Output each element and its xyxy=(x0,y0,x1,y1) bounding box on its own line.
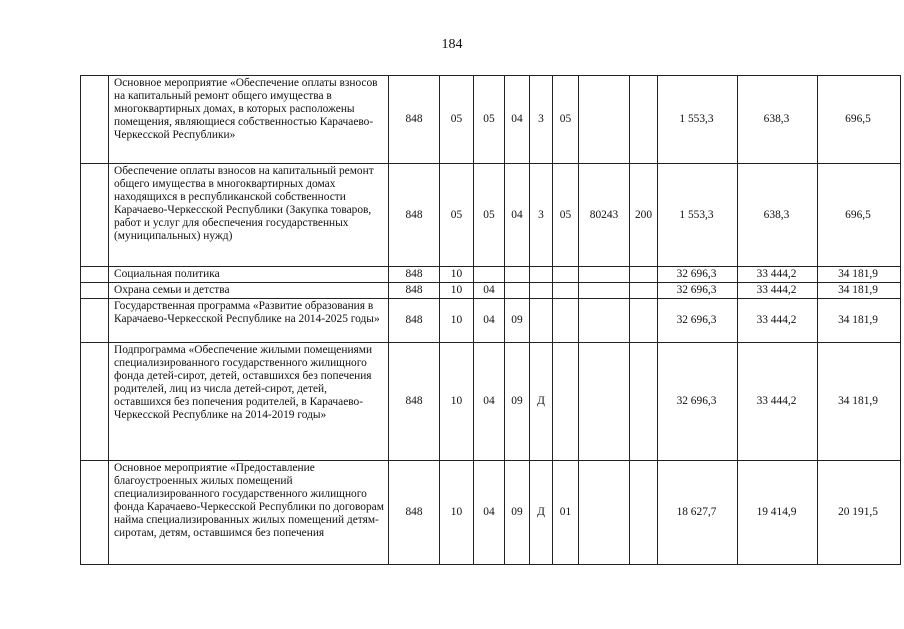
direction-code xyxy=(579,343,630,461)
section-code: 10 xyxy=(440,267,474,283)
section-code: 10 xyxy=(440,461,474,565)
subprogram-code xyxy=(530,299,553,343)
row-spacer-cell xyxy=(81,164,109,267)
amount-year-1: 1 553,3 xyxy=(658,76,738,164)
row-spacer-cell xyxy=(81,299,109,343)
row-spacer-cell xyxy=(81,76,109,164)
amount-year-1: 32 696,3 xyxy=(658,283,738,299)
direction-code: 80243 xyxy=(579,164,630,267)
table-row xyxy=(81,164,901,267)
amount-year-2: 33 444,2 xyxy=(738,299,818,343)
subprogram-code: 3 xyxy=(530,76,553,164)
event-code xyxy=(553,283,579,299)
budget-table xyxy=(80,75,901,565)
amount-year-1: 1 553,3 xyxy=(658,164,738,267)
direction-code xyxy=(579,299,630,343)
event-code xyxy=(553,343,579,461)
subprogram-code xyxy=(530,267,553,283)
amount-year-2: 33 444,2 xyxy=(738,283,818,299)
subsection-code: 05 xyxy=(474,164,505,267)
event-code xyxy=(553,299,579,343)
section-code: 05 xyxy=(440,76,474,164)
table-row xyxy=(81,76,901,164)
row-name: Охрана семьи и детства xyxy=(109,283,389,299)
direction-code xyxy=(579,461,630,565)
subsection-code: 04 xyxy=(474,299,505,343)
amount-year-2: 638,3 xyxy=(738,76,818,164)
subprogram-code xyxy=(530,283,553,299)
section-code: 10 xyxy=(440,299,474,343)
amount-year-1: 32 696,3 xyxy=(658,267,738,283)
table-row xyxy=(81,283,901,299)
event-code: 01 xyxy=(553,461,579,565)
amount-year-1: 32 696,3 xyxy=(658,299,738,343)
direction-code xyxy=(579,283,630,299)
amount-year-2: 33 444,2 xyxy=(738,267,818,283)
expense-type-code xyxy=(630,76,658,164)
expense-type-code: 200 xyxy=(630,164,658,267)
program-code xyxy=(505,283,530,299)
expense-type-code xyxy=(630,461,658,565)
section-code: 10 xyxy=(440,283,474,299)
row-spacer-cell xyxy=(81,283,109,299)
section-code: 05 xyxy=(440,164,474,267)
table-row xyxy=(81,267,901,283)
row-name: Подпрограмма «Обеспечение жилыми помещениями специализированного государственного жилищного фонда детей-сирот, детей, оставшихся без попечения родителей, лиц из числа детей-сирот, детей, оставшихся без попечения родителей, в Карачаево-Черкесской Республике на 2014-2019 годы» xyxy=(109,343,389,461)
page-number: 184 xyxy=(441,37,463,52)
program-code: 04 xyxy=(505,164,530,267)
table-row xyxy=(81,299,901,343)
ministry-code: 848 xyxy=(389,343,440,461)
ministry-code: 848 xyxy=(389,299,440,343)
ministry-code: 848 xyxy=(389,283,440,299)
subprogram-code: 3 xyxy=(530,164,553,267)
amount-year-3: 696,5 xyxy=(818,76,901,164)
ministry-code: 848 xyxy=(389,164,440,267)
expense-type-code xyxy=(630,343,658,461)
expense-type-code xyxy=(630,299,658,343)
subsection-code: 04 xyxy=(474,461,505,565)
subsection-code: 04 xyxy=(474,343,505,461)
row-name: Государственная программа «Развитие образования в Карачаево-Черкесской Республике на 2014-2025 годы» xyxy=(109,299,389,343)
amount-year-3: 696,5 xyxy=(818,164,901,267)
row-spacer-cell xyxy=(81,343,109,461)
table-row xyxy=(81,343,901,461)
direction-code xyxy=(579,267,630,283)
program-code xyxy=(505,267,530,283)
subsection-code xyxy=(474,267,505,283)
amount-year-3: 34 181,9 xyxy=(818,283,901,299)
event-code: 05 xyxy=(553,164,579,267)
row-name: Обеспечение оплаты взносов на капитальный ремонт общего имущества в многоквартирных домах находящихся в республиканской собственности Карачаево-Черкесской Республики (Закупка товаров, работ и услуг для обеспечения государственных (муниципальных) нужд) xyxy=(109,164,389,267)
subsection-code: 05 xyxy=(474,76,505,164)
program-code: 04 xyxy=(505,76,530,164)
row-name: Основное мероприятие «Предоставление благоустроенных жилых помещений специализированного государственного жилищного фонда Карачаево-Черкесской Республики по договорам найма специализированных жилых помещений детям-сиротам, детям, оставшимся без попечения xyxy=(109,461,389,565)
subprogram-code: Д xyxy=(530,461,553,565)
event-code xyxy=(553,267,579,283)
amount-year-3: 34 181,9 xyxy=(818,299,901,343)
row-spacer-cell xyxy=(81,267,109,283)
amount-year-2: 19 414,9 xyxy=(738,461,818,565)
ministry-code: 848 xyxy=(389,76,440,164)
expense-type-code xyxy=(630,283,658,299)
direction-code xyxy=(579,76,630,164)
amount-year-2: 33 444,2 xyxy=(738,343,818,461)
section-code: 10 xyxy=(440,343,474,461)
ministry-code: 848 xyxy=(389,461,440,565)
program-code: 09 xyxy=(505,343,530,461)
row-name: Социальная политика xyxy=(109,267,389,283)
expense-type-code xyxy=(630,267,658,283)
row-name: Основное мероприятие «Обеспечение оплаты взносов на капитальный ремонт общего имущества в многоквартирных домах, в которых расположены помещения, являющиеся собственностью Карачаево-Черкесской Республики» xyxy=(109,76,389,164)
subprogram-code: Д xyxy=(530,343,553,461)
program-code: 09 xyxy=(505,461,530,565)
amount-year-3: 34 181,9 xyxy=(818,343,901,461)
subsection-code: 04 xyxy=(474,283,505,299)
event-code: 05 xyxy=(553,76,579,164)
amount-year-1: 32 696,3 xyxy=(658,343,738,461)
amount-year-1: 18 627,7 xyxy=(658,461,738,565)
row-spacer-cell xyxy=(81,461,109,565)
amount-year-3: 34 181,9 xyxy=(818,267,901,283)
amount-year-2: 638,3 xyxy=(738,164,818,267)
ministry-code: 848 xyxy=(389,267,440,283)
amount-year-3: 20 191,5 xyxy=(818,461,901,565)
table-row xyxy=(81,461,901,565)
program-code: 09 xyxy=(505,299,530,343)
